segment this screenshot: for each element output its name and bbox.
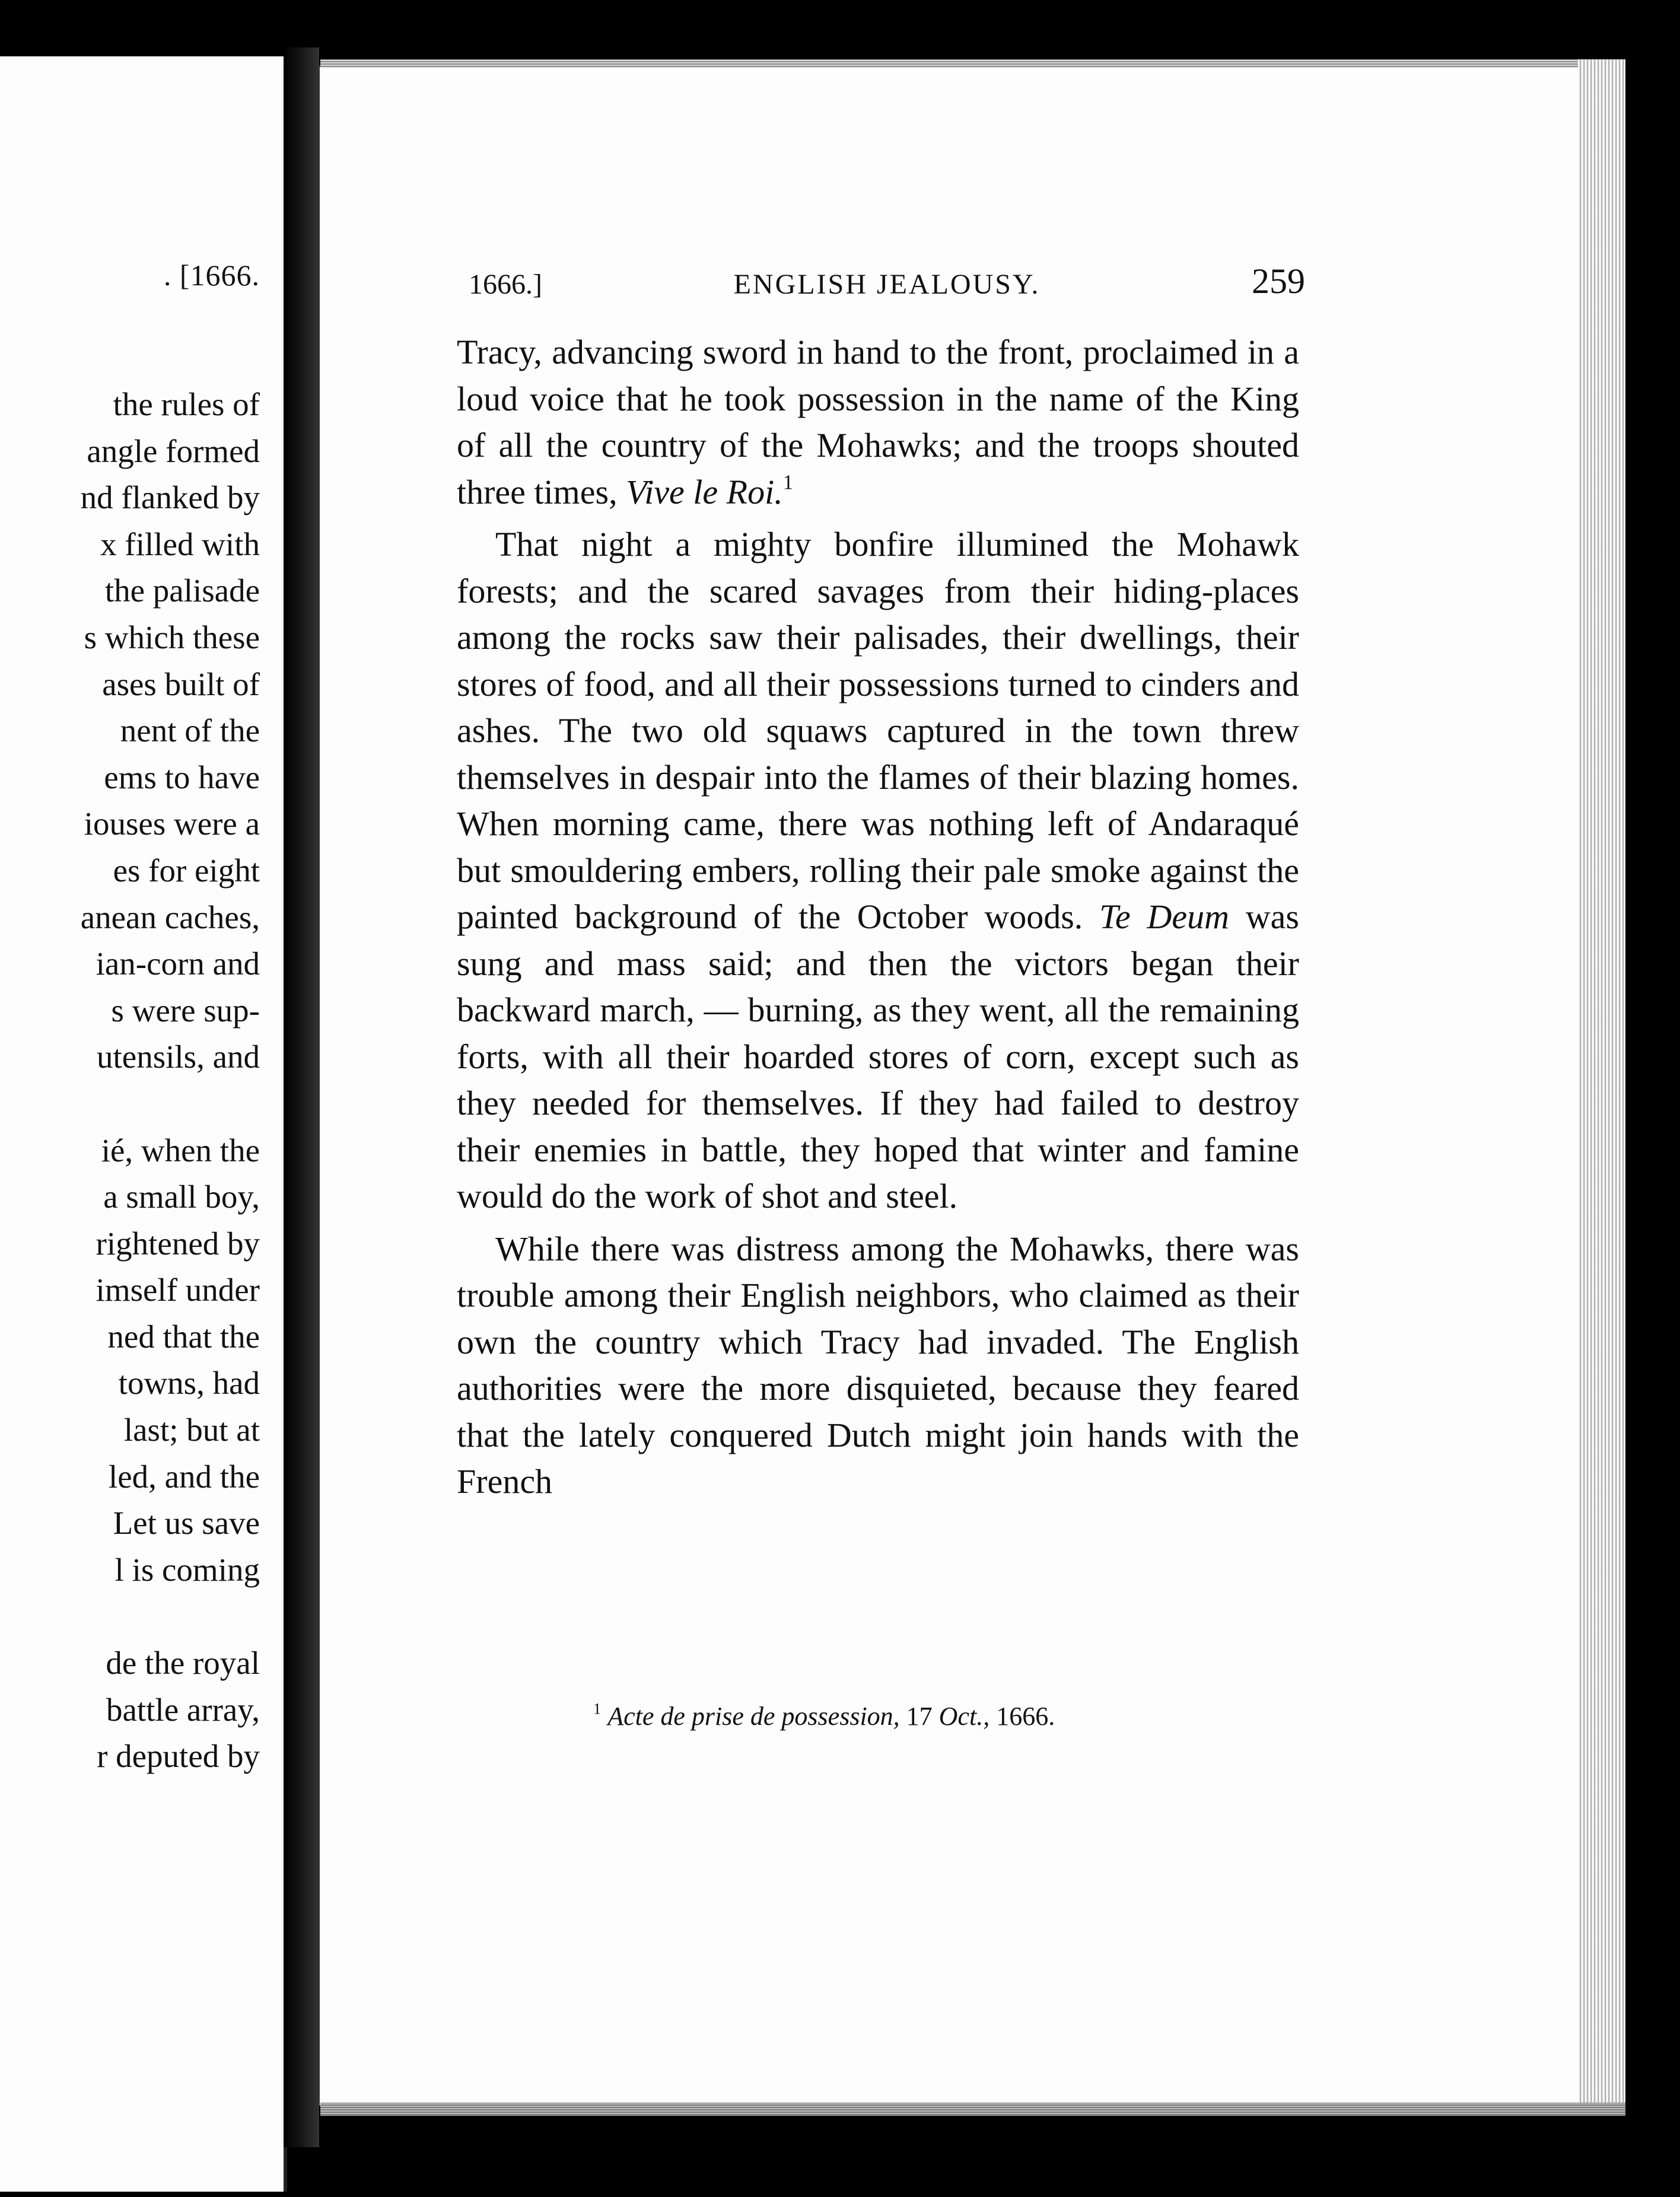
italic-phrase: Vive le Roi.: [626, 472, 783, 511]
left-page-line: s were sup-: [111, 992, 260, 1029]
page-fore-edge: [1578, 59, 1625, 2112]
left-page-line: de the royal: [106, 1645, 260, 1682]
left-page-line: ems to have: [104, 759, 260, 795]
left-page-line: battle array,: [106, 1691, 260, 1728]
left-page: [0, 56, 287, 2192]
left-page-line: s which these: [84, 619, 260, 655]
left-page-line: ié, when the: [101, 1132, 260, 1168]
left-page-line: r deputed by: [97, 1738, 260, 1775]
left-page-line: nd flanked by: [80, 479, 260, 516]
left-page-line: [81, 1081, 260, 1128]
paragraph-3: While there was distress among the Mohawks, there was trouble among their English neighbors, who claimed as their own the country which Tracy had invaded. The English authorities were the more disquieted, because they feared that the lately conquered Dutch might join hands with the French: [457, 1229, 1299, 1501]
left-page-line: anean caches,: [80, 899, 260, 935]
running-head: [469, 261, 1305, 308]
footnote-ref: 1: [782, 470, 794, 494]
left-page-header: . [1666.: [163, 259, 260, 292]
left-page-line: the rules of: [113, 386, 260, 422]
left-page-line: x filled with: [100, 526, 260, 562]
left-page-line: angle formed: [87, 432, 260, 469]
left-page-line: iouses were a: [84, 805, 260, 842]
left-page-line: ned that the: [107, 1318, 260, 1355]
left-page-line: last; but at: [123, 1412, 260, 1448]
left-page-line: ases built of: [102, 666, 260, 702]
left-page-line: towns, had: [118, 1365, 260, 1402]
page-bottom-edge: [320, 2103, 1625, 2116]
running-head-title: ENGLISH JEALOUSY.: [733, 269, 1041, 300]
footnote: $^1$ Acte de prise de possession, 17 Oct., 1666.: [593, 1699, 1055, 1731]
left-page-line: a small boy,: [103, 1179, 260, 1215]
italic-phrase: Te Deum: [1099, 897, 1230, 936]
left-page-line: ian-corn and: [96, 945, 260, 982]
left-page-line: Let us save: [113, 1505, 260, 1542]
left-page-line: l is coming: [114, 1551, 260, 1588]
left-page-line: utensils, and: [97, 1039, 260, 1075]
left-page-line: imself under: [96, 1272, 260, 1308]
left-page-line: rightened by: [96, 1225, 260, 1262]
left-page-line: the palisade: [104, 572, 260, 609]
page-number: 259: [1252, 262, 1305, 301]
running-head-year: 1666.]: [469, 269, 542, 300]
left-page-line: nent of the: [120, 712, 260, 749]
left-page-line: [81, 1593, 260, 1640]
page-top-edge: [320, 59, 1625, 68]
footnote-marker: 1: [593, 1699, 602, 1718]
left-page-line: led, and the: [108, 1458, 260, 1495]
book-gutter: [284, 47, 319, 2147]
left-page-text: [81, 381, 260, 1780]
left-page-line: es for eight: [113, 852, 260, 889]
paragraph-1: Tracy, advancing sword in hand to the front, proclaimed in a loud voice that he took possession in the name of the King of all the country of the Mohawks; and the troops shouted three times, Vive le Roi.$^1$: [457, 333, 1299, 511]
body-text: [457, 329, 1299, 1505]
paragraph-2: That night a mighty bonfire illumined the Mohawk forests; and the scared savages from their hiding-places among the rocks saw their palisades, their dwellings, their stores of food, and all their possessions turned to cinders and ashes. The two old squaws captured in the town threw themselves in despair into the flames of their blazing homes. When morning came, there was nothing left of Andaraqué but smouldering embers, rolling their pale smoke against the painted background of the October woods. Te Deum was sung and mass said; and then the victors began their backward march, — burning, as they went, all the remaining forts, with all their hoarded stores of corn, except such as they needed for themselves. If they had failed to destroy their enemies in battle, they hoped that winter and famine would do the work of shot and steel.: [457, 525, 1299, 1215]
